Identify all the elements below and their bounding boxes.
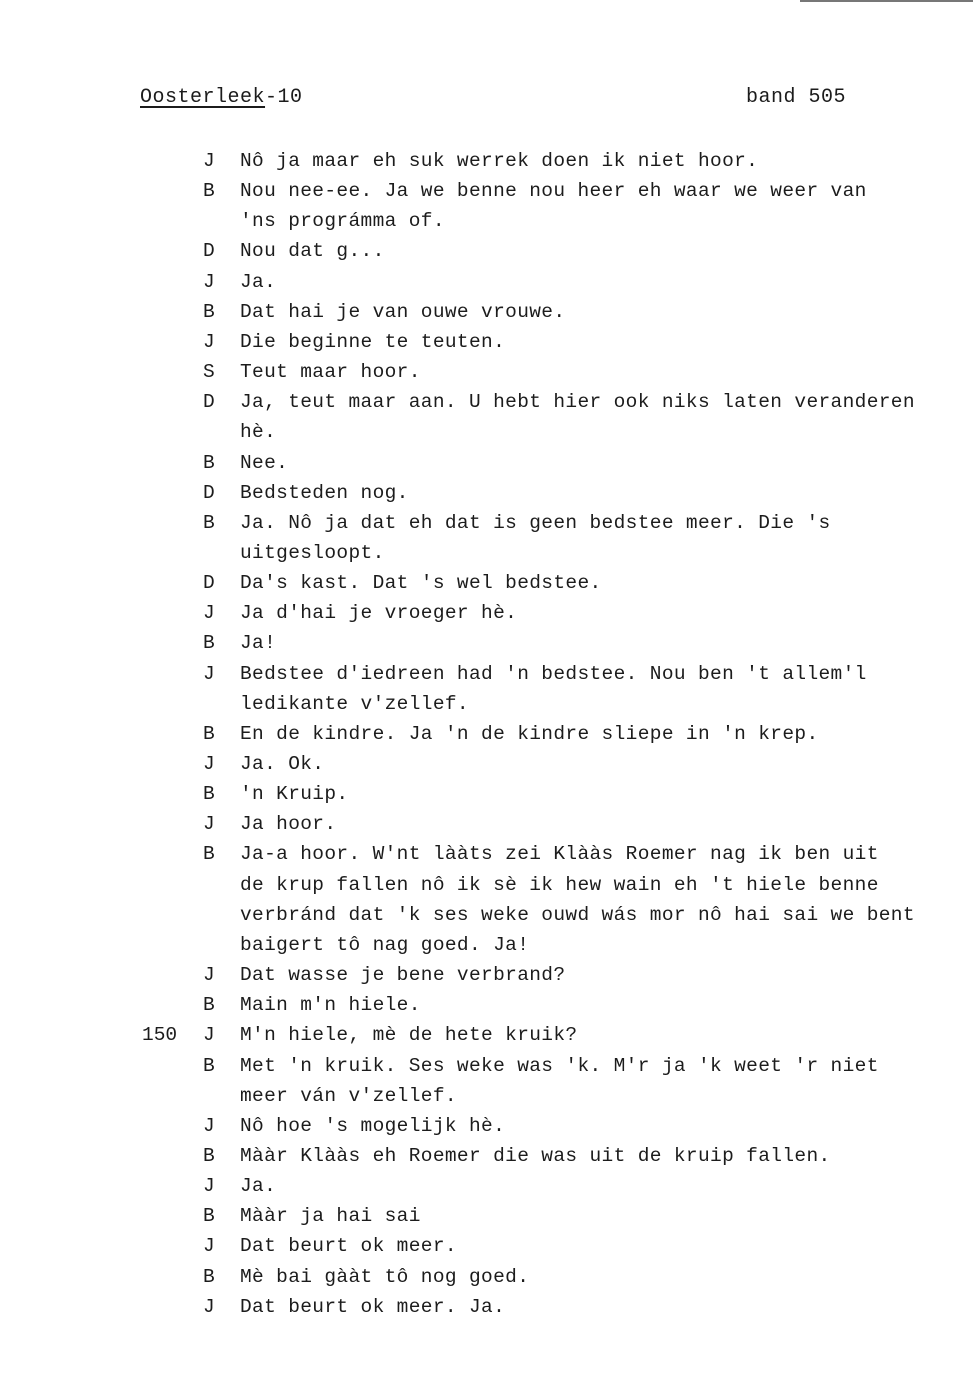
utterance-text: Dat wasse je bene verbrand? (240, 964, 566, 986)
utterance-text: Ja. Ok. (240, 753, 325, 775)
speaker-label: S (203, 361, 215, 383)
utterance-text: Ja. (240, 1175, 277, 1198)
speaker-label: J (203, 1114, 215, 1137)
utterance-text: Die beginne te teuten. (240, 330, 506, 353)
speaker-label: D (203, 481, 215, 504)
utterance-text: 'ns prográmma of. (240, 210, 445, 233)
utterance-text: Dat beurt ok meer. Ja. (240, 1295, 506, 1318)
utterance-text: de krup fallen nô ik sè ik hew wain eh 't hiele benne (240, 873, 879, 896)
utterance-text: Mè bai gààt tô nog goed. (240, 1265, 530, 1288)
utterance-text: Ja. Nô ja dat eh dat is geen bedstee meer. Die 's (240, 511, 831, 534)
utterance-text: En de kindre. Ja 'n de kindre sliepe in 'n krep. (240, 722, 819, 745)
speaker-label: B (203, 994, 215, 1017)
page-header-band: band 505 (746, 86, 847, 109)
speaker-label: B (203, 722, 215, 745)
utterance-text: Bedstee d'iedreen had 'n bedstee. Nou ben 't allem'l (240, 662, 867, 685)
header-title-underlined: Oosterleek (140, 86, 266, 109)
speaker-label: B (203, 180, 215, 203)
utterance-text: ledikante v'zellef. (240, 692, 469, 715)
speaker-label: D (203, 572, 215, 595)
utterance-text: Ja d'hai je vroeger hè. (240, 602, 518, 625)
utterance-text: hè. (240, 421, 277, 444)
utterance-text: Nô hoe 's mogelijk hè. (240, 1114, 506, 1137)
speaker-label: J (203, 270, 215, 293)
speaker-label: J (203, 1235, 215, 1258)
utterance-text: meer ván v'zellef. (240, 1084, 457, 1107)
utterance-text: Nee. (240, 451, 289, 474)
speaker-label: J (203, 602, 215, 625)
speaker-label: B (203, 843, 215, 866)
speaker-label: J (203, 1024, 215, 1047)
utterance-text: Ja, teut maar aan. U hebt hier ook niks laten veranderen (240, 391, 915, 414)
speaker-label: J (203, 662, 215, 685)
utterance-text: baigert tô nag goed. Ja! (240, 933, 530, 956)
utterance-text: Bedsteden nog. (240, 481, 409, 504)
utterance-text: Ja-a hoor. W'nt lààts zei Klààs Roemer nag ik ben uit (240, 843, 879, 866)
utterance-text: Mààr ja hai sai (240, 1205, 421, 1228)
utterance-text: verbránd dat 'k ses weke ouwd wás mor nô hai sai we bent (240, 903, 915, 926)
speaker-label: D (203, 391, 215, 414)
utterance-text: Ja hoor. (240, 813, 337, 836)
speaker-label: B (203, 1265, 215, 1288)
utterance-text: Dat beurt ok meer. (240, 1235, 457, 1258)
speaker-label: B (203, 632, 215, 655)
speaker-label: B (203, 783, 215, 806)
page-header-title (140, 86, 303, 109)
utterance-text: Ja! (240, 632, 277, 655)
speaker-label: J (203, 150, 215, 172)
utterance-text: Met 'n kruik. Ses weke was 'k. M'r ja 'k weet 'r niet (240, 1054, 879, 1077)
header-title-suffix: -10 (265, 86, 303, 109)
utterance-text: Nou dat g... (240, 240, 385, 263)
speaker-label: B (203, 1054, 215, 1077)
speaker-label: D (203, 240, 215, 263)
top-edge-rule (800, 0, 973, 2)
utterance-text: Da's kast. Dat 's wel bedstee. (240, 572, 602, 595)
utterance-text: Teut maar hoor. (240, 361, 421, 383)
utterance-text: Dat hai je van ouwe vrouwe. (240, 300, 566, 323)
utterance-text: M'n hiele, mè de hete kruik? (240, 1024, 578, 1047)
utterance-text: Main m'n hiele. (240, 994, 421, 1017)
speaker-label: J (203, 753, 215, 775)
line-number: 150 (142, 1024, 178, 1047)
utterance-text: 'n Kruip. (240, 783, 349, 806)
utterance-text: Ja. (240, 270, 277, 293)
utterance-text: uitgesloopt. (240, 542, 385, 564)
speaker-label: B (203, 1205, 215, 1228)
speaker-label: B (203, 1144, 215, 1167)
utterance-text: Nô ja maar eh suk werrek doen ik niet hoor. (240, 150, 759, 172)
speaker-label: J (203, 330, 215, 353)
speaker-label: B (203, 300, 215, 323)
speaker-label: B (203, 511, 215, 534)
utterance-text: Mààr Klààs eh Roemer die was uit de kruip fallen. (240, 1144, 831, 1167)
speaker-label: J (203, 964, 215, 986)
speaker-label: B (203, 451, 215, 474)
speaker-label: J (203, 813, 215, 836)
utterance-text: Nou nee-ee. Ja we benne nou heer eh waar we weer van (240, 180, 867, 203)
speaker-label: J (203, 1295, 215, 1318)
speaker-label: J (203, 1175, 215, 1198)
